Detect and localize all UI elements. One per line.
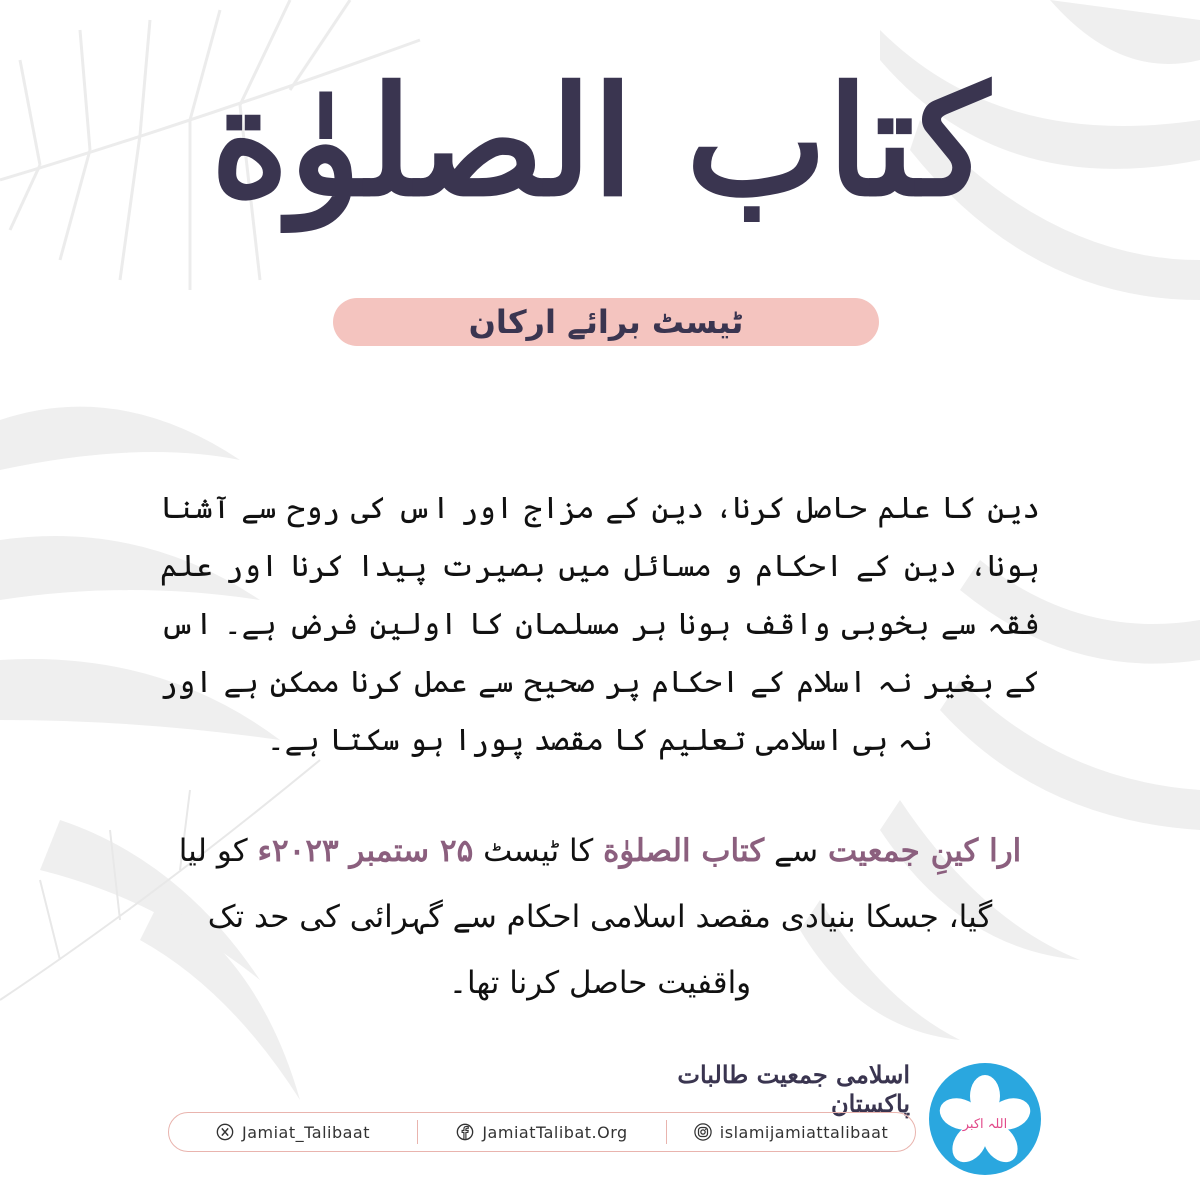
social-instagram-handle: islamijamiattalibaat [719, 1122, 889, 1142]
facebook-icon [456, 1123, 474, 1141]
social-facebook-handle: JamiatTalibat.Org [482, 1122, 628, 1142]
intro-paragraph: دین کا علم حاصل کرنا، دین کے مزاج اور اس کی روح سے آشنا ہونا، دین کے احکام و مسائل میں بصیرت پیدا کرنا اور علم فقہ سے بخوبی واقف ہونا ہر مسلمان کا اولین فرض ہے۔ اس کے بغیر نہ اسلام کے احکام پر صحیح سے عمل کرنا ممکن ہے اور نہ ہی اسلامی تعلیم کا مقصد پورا ہو سکتا ہے۔ [160, 491, 1040, 758]
social-links-bar [168, 1112, 916, 1152]
subtitle-text: ٹیسٹ برائے ارکان [468, 303, 744, 341]
x-icon [216, 1123, 234, 1141]
paragraph2-text1: سے [764, 833, 828, 869]
highlight-date: ۲۵ ستمبر ۲۰۲۳ء [257, 833, 474, 869]
test-info-paragraph [160, 818, 1040, 1016]
highlight-book-title: کتاب الصلوٰة [603, 833, 765, 869]
organization-name: اسلامی جمعیت طالبات پاکستان [677, 1060, 910, 1118]
paragraph2-text3: کو لیا گیا، جسکا بنیادی مقصد اسلامی احکام سے گہرائی کی حد تک واقفیت حاصل کرنا تھا۔ [178, 833, 993, 1001]
highlight-members: ارا کینِ جمعیت [827, 833, 1022, 869]
social-x-link[interactable] [169, 1123, 417, 1142]
page-title: كتاب الصلوٰة [210, 54, 990, 230]
social-facebook-link[interactable] [418, 1123, 666, 1142]
social-instagram-link[interactable] [667, 1123, 915, 1142]
organization-logo [928, 1062, 1042, 1176]
paragraph2-text2: کا ٹیسٹ [473, 833, 604, 869]
logo-text: اللہ اکبر [962, 1117, 1008, 1132]
subtitle-banner [333, 298, 879, 346]
social-x-handle: Jamiat_Talibaat [242, 1122, 370, 1142]
instagram-icon [694, 1123, 712, 1141]
